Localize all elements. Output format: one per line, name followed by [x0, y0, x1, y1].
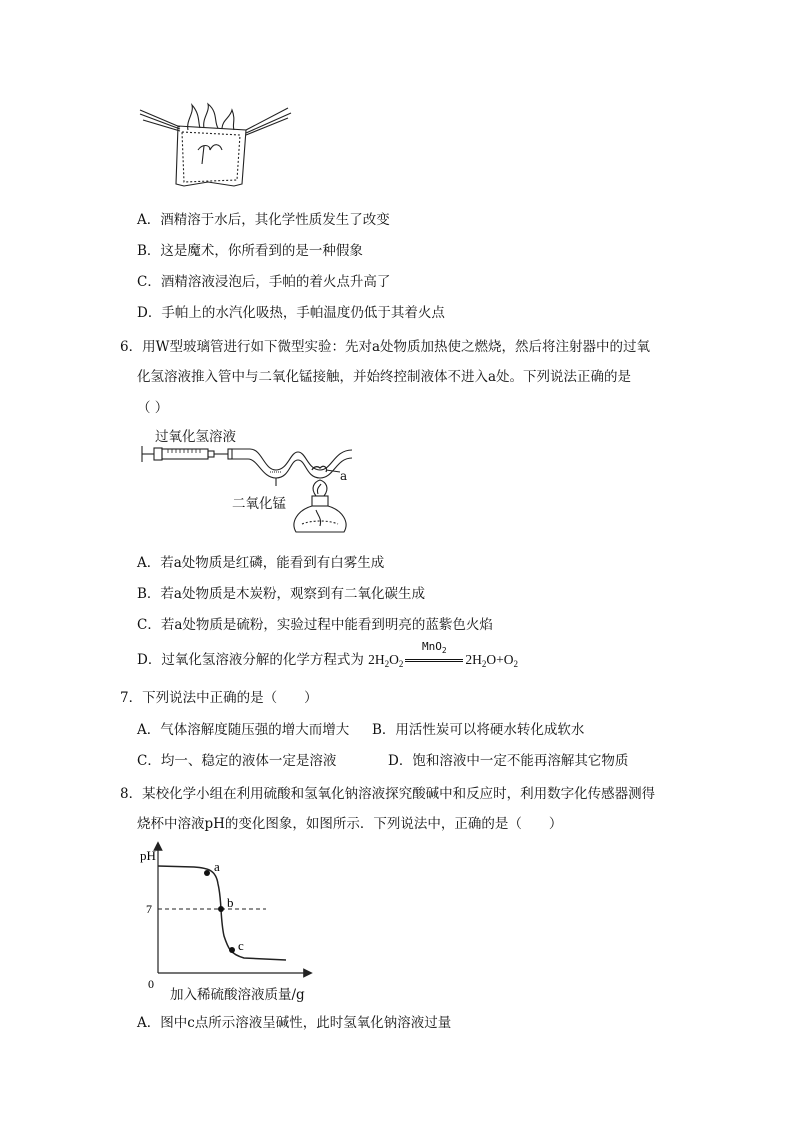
q6-stem-line2: 化氢溶液推入管中与二氧化锰接触，并始终控制液体不进入a处。下列说法正确的是: [137, 369, 632, 385]
handkerchief-figure: [138, 100, 298, 195]
q6-stem-line1: 6．用W型玻璃管进行如下微型实验：先对a处物质加热使之燃烧，然后将注射器中的过氧: [120, 339, 651, 355]
q6-option-c[interactable]: C．若a处物质是硫粉，实验过程中能看到明亮的蓝紫色火焰: [137, 617, 493, 633]
q7-option-d[interactable]: D．饱和溶液中一定不能再溶解其它物质: [388, 753, 629, 769]
y-axis-label: pH: [140, 848, 156, 863]
q7-option-c[interactable]: C．均一、稳定的液体一定是溶液: [137, 753, 337, 769]
point-b: [218, 906, 224, 912]
q7-option-a[interactable]: A．气体溶解度随压强的增大而增大: [137, 722, 350, 738]
q6-option-d-prefix: D．过氧化氢溶液分解的化学方程式为: [137, 652, 369, 668]
point-a: [204, 870, 210, 876]
q8-option-a[interactable]: A．图中c点所示溶液呈碱性，此时氢氧化钠溶液过量: [137, 1015, 452, 1031]
q6-option-b[interactable]: B．若a处物质是木炭粉，观察到有二氧化碳生成: [137, 586, 425, 602]
w-tube-apparatus-figure: [140, 440, 360, 535]
point-c-label: c: [238, 938, 244, 953]
fig-label-a: a: [340, 469, 348, 483]
equation-reactant: $2H_2O_2$: [368, 652, 404, 669]
q7-option-b[interactable]: B．用活性炭可以将硬水转化成软水: [372, 722, 585, 738]
q6-option-d[interactable]: [137, 640, 518, 669]
q6-option-a[interactable]: A．若a处物质是红磷，能看到有白雾生成: [137, 555, 385, 571]
equation-products: $2H_2O+O_2$: [465, 652, 518, 669]
ph-chart: [136, 840, 316, 1005]
q5-option-c[interactable]: C．酒精溶液浸泡后，手帕的着火点升高了: [137, 274, 391, 290]
ph-curve: [158, 866, 286, 960]
origin-label: 0: [148, 977, 154, 991]
q6-answer-bracket: （ ）: [137, 400, 169, 416]
point-c: [229, 947, 235, 953]
fig-label-mno2: 二氧化锰: [232, 496, 286, 512]
y-tick-label-7: 7: [146, 902, 152, 916]
fig-label-h2o2: 过氧化氢溶液: [155, 429, 236, 445]
point-a-label: a: [214, 859, 220, 874]
x-axis-label: 加入稀硫酸溶液质量/g: [170, 987, 305, 1003]
q5-option-a[interactable]: A．酒精溶于水后，其化学性质发生了改变: [137, 212, 390, 228]
equation-catalyst-arrow: [403, 640, 465, 668]
q7-stem: 7．下列说法中正确的是（ ）: [120, 690, 318, 706]
q8-stem-line2: 烧杯中溶液pH的变化图象，如图所示．下列说法中，正确的是（ ）: [137, 816, 563, 832]
catalyst-label: MnO$_2$: [422, 640, 447, 655]
q8-stem-line1: 8．某校化学小组在利用硫酸和氢氧化钠溶液探究酸碱中和反应时，利用数字化传感器测得: [120, 786, 656, 802]
q5-option-b[interactable]: B．这是魔术，你所看到的是一种假象: [137, 243, 363, 259]
point-b-label: b: [227, 895, 234, 910]
q5-option-d[interactable]: D．手帕上的水汽化吸热，手帕温度仍低于其着火点: [137, 305, 445, 321]
